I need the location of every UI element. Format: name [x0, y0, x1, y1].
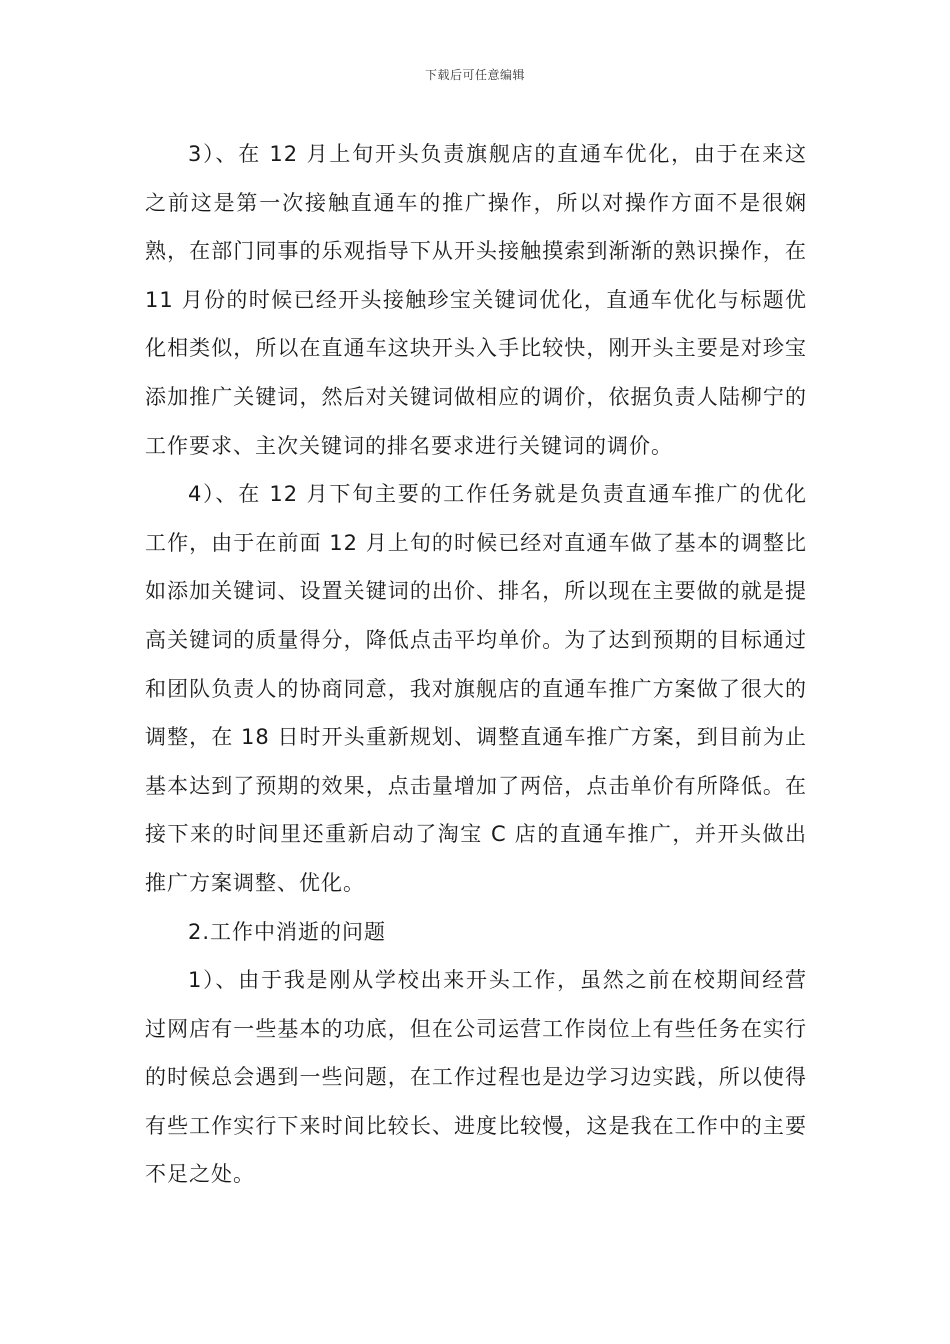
paragraph-3: 3）、在 12 月上旬开头负责旗舰店的直通车优化，由于在来这之前这是第一次接触直通车的推广操作，所以对操作方面不是很娴熟，在部门同事的乐观指导下从开头接触摸索到渐渐的熟识操作，在 11 月份的时候已经开头接触珍宝关键词优化，直通车优化与标题优化相类似，所以在直通车这块开头入手比较快，刚开头主要是对珍宝添加推广关键词，然后对关键词做相应的调价，依据负责人陆柳宁的工作要求、主次关键词的排名要求进行关键词的调价。	[145, 142, 807, 458]
document-body	[145, 130, 807, 1199]
paragraph-4: 4）、在 12 月下旬主要的工作任务就是负责直通车推广的优化工作，由于在前面 12 月上旬的时候已经对直通车做了基本的调整比如添加关键词、设置关键词的出价、排名，所以现在主要做的就是提高关键词的质量得分，降低点击平均单价。为了达到预期的目标通过和团队负责人的协商同意，我对旗舰店的直通车推广方案做了很大的调整，在 18 日时开头重新规划、调整直通车推广方案，到目前为止基本达到了预期的效果，点击量增加了两倍，点击单价有所降低。在接下来的时间里还重新启动了淘宝 C 店的直通车推广，并开头做出推广方案调整、优化。	[145, 482, 807, 895]
paragraph-1: 1）、由于我是刚从学校出来开头工作，虽然之前在校期间经营过网店有一些基本的功底，但在公司运营工作岗位上有些任务在实行的时候总会遇到一些问题，在工作过程也是边学习边实践，所以使得有些工作实行下来时间比较长、进度比较慢，这是我在工作中的主要不足之处。	[145, 968, 807, 1187]
section-heading: 2.工作中消逝的问题	[188, 919, 387, 944]
page-header: 下载后可任意编辑	[424, 68, 525, 82]
